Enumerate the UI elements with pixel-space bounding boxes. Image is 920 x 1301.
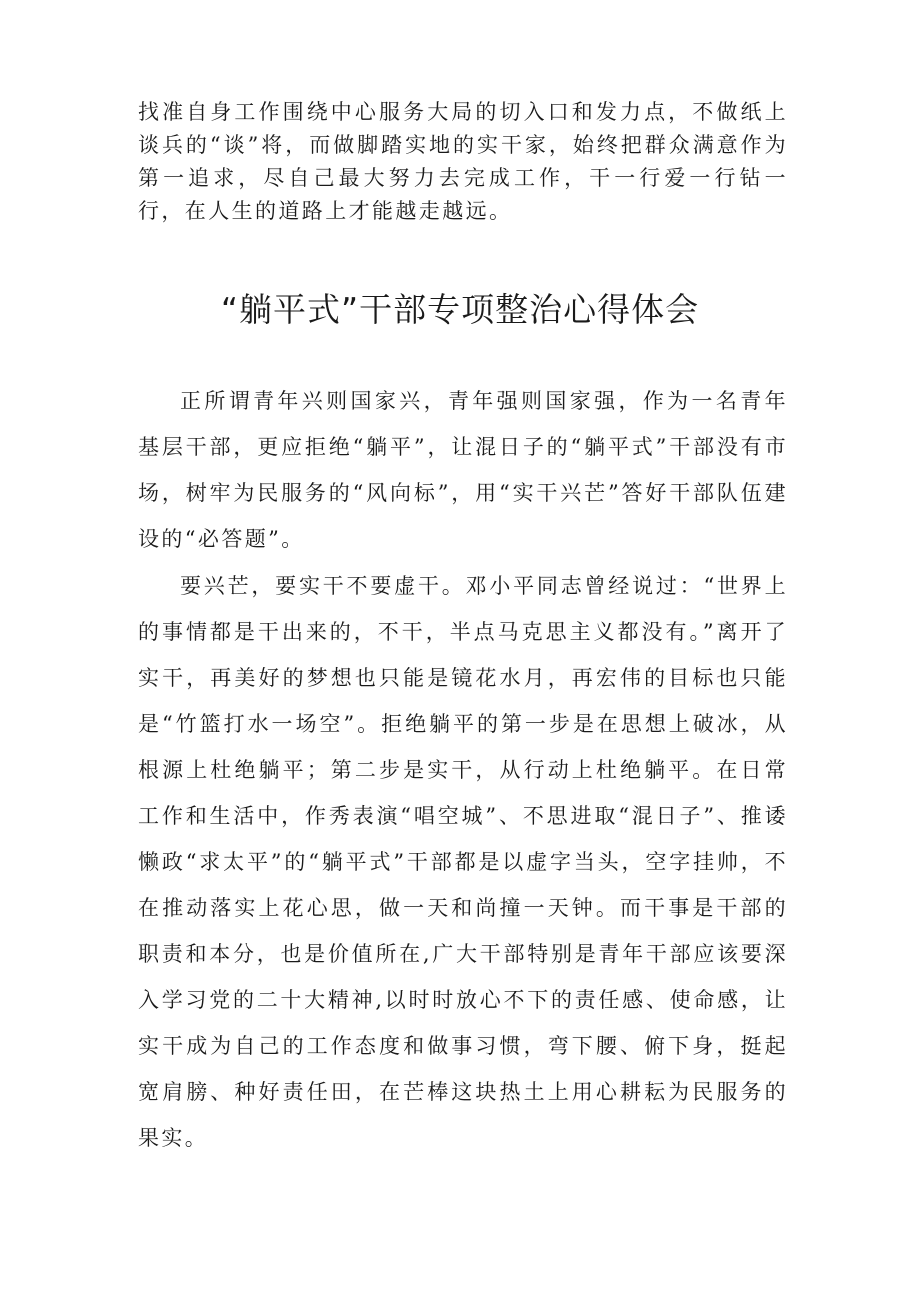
body-paragraph-1: 正所谓青年兴则国家兴，青年强则国家强，作为一名青年基层干部，更应拒绝“躺平”，让混日子的“躺平式”干部没有市场，树牢为民服务的“风向标”，用“实干兴芒”答好干部队伍建设的“必答题”。 bbox=[138, 389, 788, 551]
article-title: “躺平式”干部专项整治心得体会 bbox=[220, 290, 700, 329]
intro-paragraph: 找准自身工作围绕中心服务大局的切入口和发力点，不做纸上谈兵的“谈”将，而做脚踏实地的实干家，始终把群众满意作为第一追求，尽自己最大努力去完成工作，干一行爱一行钻一行，在人生的道路上才能越走越远。 bbox=[138, 100, 788, 223]
body-paragraph-2: 要兴芒，要实干不要虚干。邓小平同志曾经说过：“世界上的事情都是干出来的，不干，半点马克思主义都没有。”离开了实干，再美好的梦想也只能是镜花水月，再宏伟的目标也只能是“竹篮打水一场空”。拒绝躺平的第一步是在思想上破冰，从根源上杜绝躺平；第二步是实干，从行动上杜绝躺平。在日常工作和生活中，作秀表演“唱空城”、不思进取“混日子”、推诿懒政“求太平”的“躺平式”干部都是以虚字当头，空字挂帅，不在推动落实上花心思，做一天和尚撞一天钟。而干事是干部的职责和本分，也是价值所在,广大干部特别是青年干部应该要深入学习党的二十大精神,以时时放心不下的责任感、使命感，让实干成为自己的工作态度和做事习惯，弯下腰、俯下身，挺起宽肩膀、种好责任田，在芒棒这块热土上用心耕耘为民服务的果实。 bbox=[138, 574, 788, 1150]
article-body bbox=[138, 378, 788, 1161]
